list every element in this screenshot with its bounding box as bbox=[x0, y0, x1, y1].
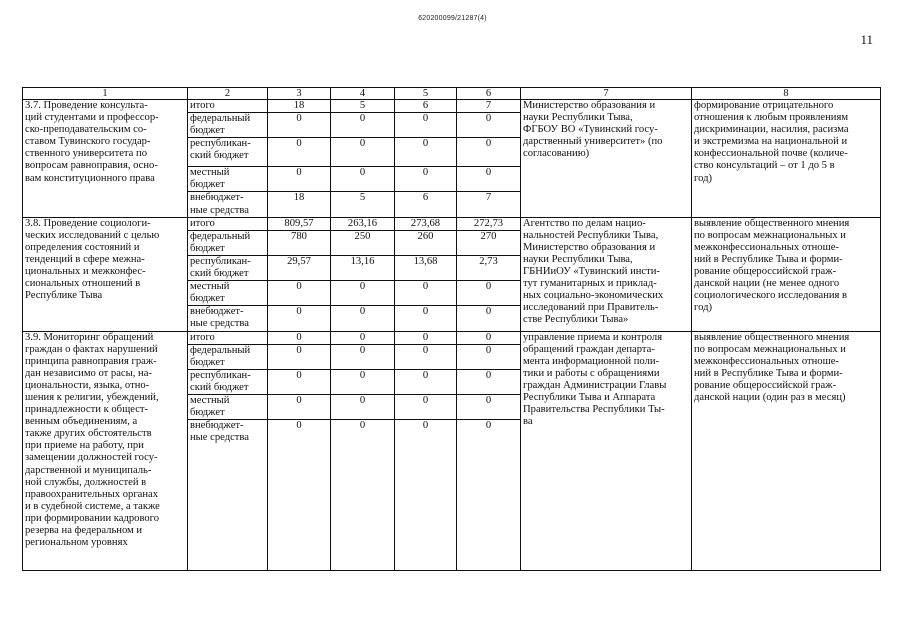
amount-cell: 263,16 bbox=[331, 217, 395, 230]
funding-source-cell: внебюджет- ные средства bbox=[188, 306, 268, 331]
amount-cell: 273,68 bbox=[395, 217, 457, 230]
amount-cell: 0 bbox=[331, 344, 395, 369]
funding-source-cell: местный бюджет bbox=[188, 167, 268, 192]
amount-cell: 0 bbox=[331, 369, 395, 394]
amount-cell: 0 bbox=[395, 394, 457, 419]
amount-cell: 0 bbox=[457, 306, 521, 331]
amount-cell: 6 bbox=[395, 192, 457, 217]
amount-cell: 5 bbox=[331, 100, 395, 113]
funding-source-cell: внебюджет- ные средства bbox=[188, 420, 268, 571]
amount-cell: 0 bbox=[268, 138, 331, 167]
activity-cell: 3.7. Проведение консульта- ций студентами и профессор- ско-преподавательским со- ставом Тувинского государ- ственного университета по вопросам равноправия, осно- вам конституционного права bbox=[23, 100, 188, 218]
funding-source-cell: федеральный бюджет bbox=[188, 344, 268, 369]
amount-cell: 0 bbox=[457, 331, 521, 344]
amount-cell: 0 bbox=[395, 369, 457, 394]
amount-cell: 13,68 bbox=[395, 255, 457, 280]
result-cell: формирование отрицательного отношения к любым проявлениям дискриминации, насилия, расизма и экстремизма на национальной и конфессиональной почве (количе- ство консультаций – от 1 до 5 в год) bbox=[692, 100, 881, 218]
page-number: 11 bbox=[860, 32, 873, 47]
funding-source-cell: федеральный бюджет bbox=[188, 230, 268, 255]
amount-cell: 7 bbox=[457, 192, 521, 217]
amount-cell: 0 bbox=[331, 331, 395, 344]
amount-cell: 0 bbox=[395, 138, 457, 167]
executor-cell: управление приема и контроля обращений граждан департа- мента информационной поли- тики и работы с обращениями граждан Администрации Главы Республики Тыва и Аппарата Правительства Республики Ты- ва bbox=[521, 331, 692, 571]
amount-cell: 0 bbox=[457, 420, 521, 571]
amount-cell: 0 bbox=[268, 331, 331, 344]
column-number-row bbox=[23, 88, 881, 100]
plan-table bbox=[22, 87, 881, 571]
funding-source-cell: республикан- ский бюджет bbox=[188, 138, 268, 167]
result-cell: выявление общественного мнения по вопросам межнациональных и межконфессиональных отноше- ний в Республике Тыва и форми- рование общероссийской граж- данской нации (не менее одного социологического исследования в год) bbox=[692, 217, 881, 331]
table-row bbox=[23, 100, 881, 113]
amount-cell: 0 bbox=[331, 306, 395, 331]
table-row bbox=[23, 217, 881, 230]
amount-cell: 13,16 bbox=[331, 255, 395, 280]
amount-cell: 18 bbox=[268, 100, 331, 113]
amount-cell: 0 bbox=[331, 394, 395, 419]
funding-source-cell: местный бюджет bbox=[188, 281, 268, 306]
amount-cell: 2,73 bbox=[457, 255, 521, 280]
funding-source-cell: итого bbox=[188, 217, 268, 230]
funding-source-cell: внебюджет- ные средства bbox=[188, 192, 268, 217]
amount-cell: 0 bbox=[331, 138, 395, 167]
amount-cell: 0 bbox=[268, 344, 331, 369]
amount-cell: 250 bbox=[331, 230, 395, 255]
amount-cell: 0 bbox=[395, 344, 457, 369]
amount-cell: 0 bbox=[268, 113, 331, 138]
column-header: 4 bbox=[331, 88, 395, 100]
funding-source-cell: местный бюджет bbox=[188, 394, 268, 419]
column-header: 6 bbox=[457, 88, 521, 100]
amount-cell: 0 bbox=[457, 344, 521, 369]
amount-cell: 0 bbox=[457, 113, 521, 138]
executor-cell: Министерство образования и науки Республики Тыва, ФГБОУ ВО «Тувинский госу- дарственный университет» (по согласованию) bbox=[521, 100, 692, 218]
amount-cell: 0 bbox=[331, 281, 395, 306]
funding-source-cell: итого bbox=[188, 331, 268, 344]
column-header: 8 bbox=[692, 88, 881, 100]
amount-cell: 29,57 bbox=[268, 255, 331, 280]
amount-cell: 0 bbox=[268, 369, 331, 394]
amount-cell: 6 bbox=[395, 100, 457, 113]
amount-cell: 0 bbox=[457, 167, 521, 192]
amount-cell: 0 bbox=[395, 420, 457, 571]
executor-cell: Агентство по делам нацио- нальностей Республики Тыва, Министерство образования и науки Республики Тыва, ГБНИиОУ «Тувинский инсти- тут гуманитарных и приклад- ных социально-экономических исследований при Правитель- стве Республики Тыва» bbox=[521, 217, 692, 331]
amount-cell: 18 bbox=[268, 192, 331, 217]
amount-cell: 0 bbox=[395, 306, 457, 331]
amount-cell: 7 bbox=[457, 100, 521, 113]
amount-cell: 0 bbox=[268, 420, 331, 571]
amount-cell: 0 bbox=[268, 167, 331, 192]
amount-cell: 0 bbox=[395, 113, 457, 138]
amount-cell: 270 bbox=[457, 230, 521, 255]
amount-cell: 0 bbox=[457, 394, 521, 419]
amount-cell: 780 bbox=[268, 230, 331, 255]
funding-source-cell: республикан- ский бюджет bbox=[188, 255, 268, 280]
amount-cell: 0 bbox=[268, 394, 331, 419]
amount-cell: 809,57 bbox=[268, 217, 331, 230]
amount-cell: 0 bbox=[457, 281, 521, 306]
column-header: 7 bbox=[521, 88, 692, 100]
amount-cell: 0 bbox=[268, 306, 331, 331]
amount-cell: 0 bbox=[457, 138, 521, 167]
amount-cell: 0 bbox=[395, 281, 457, 306]
table-row bbox=[23, 331, 881, 344]
column-header: 2 bbox=[188, 88, 268, 100]
amount-cell: 260 bbox=[395, 230, 457, 255]
amount-cell: 0 bbox=[331, 167, 395, 192]
funding-source-cell: республикан- ский бюджет bbox=[188, 369, 268, 394]
amount-cell: 0 bbox=[331, 420, 395, 571]
column-header: 1 bbox=[23, 88, 188, 100]
column-header: 5 bbox=[395, 88, 457, 100]
funding-source-cell: итого bbox=[188, 100, 268, 113]
document-code: 620200099/21287(4) bbox=[418, 15, 487, 22]
amount-cell: 0 bbox=[457, 369, 521, 394]
activity-cell: 3.8. Проведение социологи- ческих исследований с целью определения состояний и тенденций в сфере межна- циональных и межконфес- сиональных отношений в Республике Тыва bbox=[23, 217, 188, 331]
funding-source-cell: федеральный бюджет bbox=[188, 113, 268, 138]
activity-cell: 3.9. Мониторинг обращений граждан о фактах нарушений принципа равноправия граж- дан независимо от расы, на- циональности, языка, отно- шения к религии, убеждений, принадлежности к общест- венным объединениям, а также других обстоятельств при приеме на работу, при замещении должностей госу- дарственной и муниципаль- ной службы, должностей в правоохранительных органах и в судебной системе, а также при формировании кадрового резерва на федеральном и региональном уровнях bbox=[23, 331, 188, 571]
amount-cell: 0 bbox=[268, 281, 331, 306]
amount-cell: 272,73 bbox=[457, 217, 521, 230]
amount-cell: 0 bbox=[395, 331, 457, 344]
amount-cell: 0 bbox=[395, 167, 457, 192]
amount-cell: 5 bbox=[331, 192, 395, 217]
amount-cell: 0 bbox=[331, 113, 395, 138]
result-cell: выявление общественного мнения по вопросам межнациональных и межконфессиональных отноше- ний в Республике Тыва и форми- рование общероссийской граж- данской нации (один раз в месяц) bbox=[692, 331, 881, 571]
column-header: 3 bbox=[268, 88, 331, 100]
